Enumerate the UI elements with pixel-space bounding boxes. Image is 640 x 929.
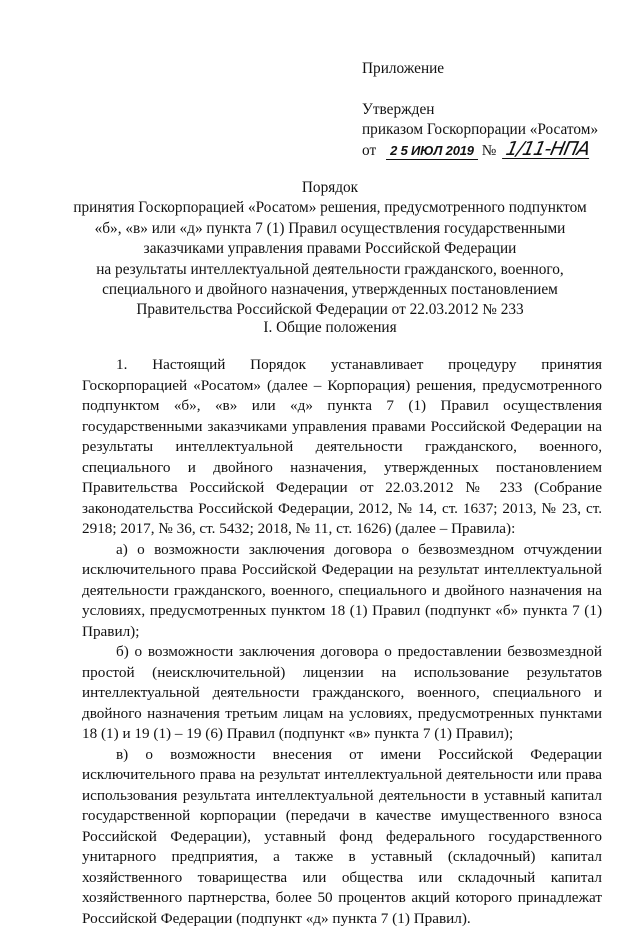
appendix-label: Приложение [362, 59, 632, 79]
order-date-stamp: 2 5 ИЮЛ 2019 [386, 143, 478, 160]
title-line: специального и двойного назначения, утвержденных постановлением [60, 280, 600, 300]
title-line: на результаты интеллектуальной деятельности гражданского, военного, [60, 260, 600, 280]
document-body [82, 355, 602, 929]
order-by-label: приказом Госкорпорации «Росатом» [362, 120, 632, 140]
approved-label: Утвержден [362, 100, 632, 120]
paragraph-v: в) о возможности внесения от имени Российской Федерации исключительного права на результат интеллектуальной деятельности или права использования результата интеллектуальной деятельности в уставный капитал государственной корпорации (передачи в качестве имущественного взноса Российской Федерации), уставный фонд федерального государственного унитарного предприятия, а также в уставный (складочный) капитал хозяйственного товарищества или общества или складочный капитал хозяйственного партнерства, более 50 процентов акций которого принадлежат Российской Федерации (подпункт «д» пункта 7 (1) Правил). [82, 745, 602, 929]
number-label: № [482, 142, 497, 159]
document-title [60, 178, 600, 321]
paragraph-b: б) о возможности заключения договора о предоставлении безвозмездной простой (неисключительной) лицензии на использование результатов интеллектуальной деятельности гражданского, военного, специального и двойного назначения третьим лицам на условиях, предусмотренных пунктами 18 (1) и 19 (1) – 19 (6) Правил (подпункт «в» пункта 7 (1) Правил); [82, 642, 602, 745]
title-line: заказчиками управления правами Российской Федерации [60, 239, 600, 259]
order-number-handwritten: 1/11-НПА [502, 140, 593, 159]
order-date-number-line [362, 140, 632, 161]
title-line: «б», «в» или «д» пункта 7 (1) Правил осуществления государственными [60, 219, 600, 239]
title-line: Правительства Российской Федерации от 22.03.2012 № 233 [60, 300, 600, 320]
approval-block [362, 59, 632, 161]
section-heading: I. Общие положения [60, 318, 600, 338]
title-main: Порядок [60, 178, 600, 198]
title-line: принятия Госкорпорацией «Росатом» решения, предусмотренного подпунктом [60, 198, 600, 218]
paragraph-1: 1. Настоящий Порядок устанавливает процедуру принятия Госкорпорацией «Росатом» (далее – Корпорация) решения, предусмотренного подпунктом «б», «в» или «д» пункта 7 (1) Правил осуществления государственными заказчиками управления правами Российской Федерации на результаты интеллектуальной деятельности гражданского, военного, специального и двойного назначения, утвержденных постановлением Правительства Российской Федерации от 22.03.2012 № 233 (Собрание законодательства Российской Федерации, 2012, № 14, ст. 1637; 2013, № 23, ст. 2918; 2017, № 36, ст. 5432; 2018, № 11, ст. 1626) (далее – Правила): [82, 355, 602, 540]
from-label: от [362, 142, 376, 159]
paragraph-a: а) о возможности заключения договора о безвозмездном отчуждении исключительного права Российской Федерации на результат интеллектуальной деятельности гражданского, военного, специального и двойного назначения на условиях, предусмотренных пунктом 18 (1) Правил (подпункт «б» пункта 7 (1) Правил); [82, 540, 602, 643]
